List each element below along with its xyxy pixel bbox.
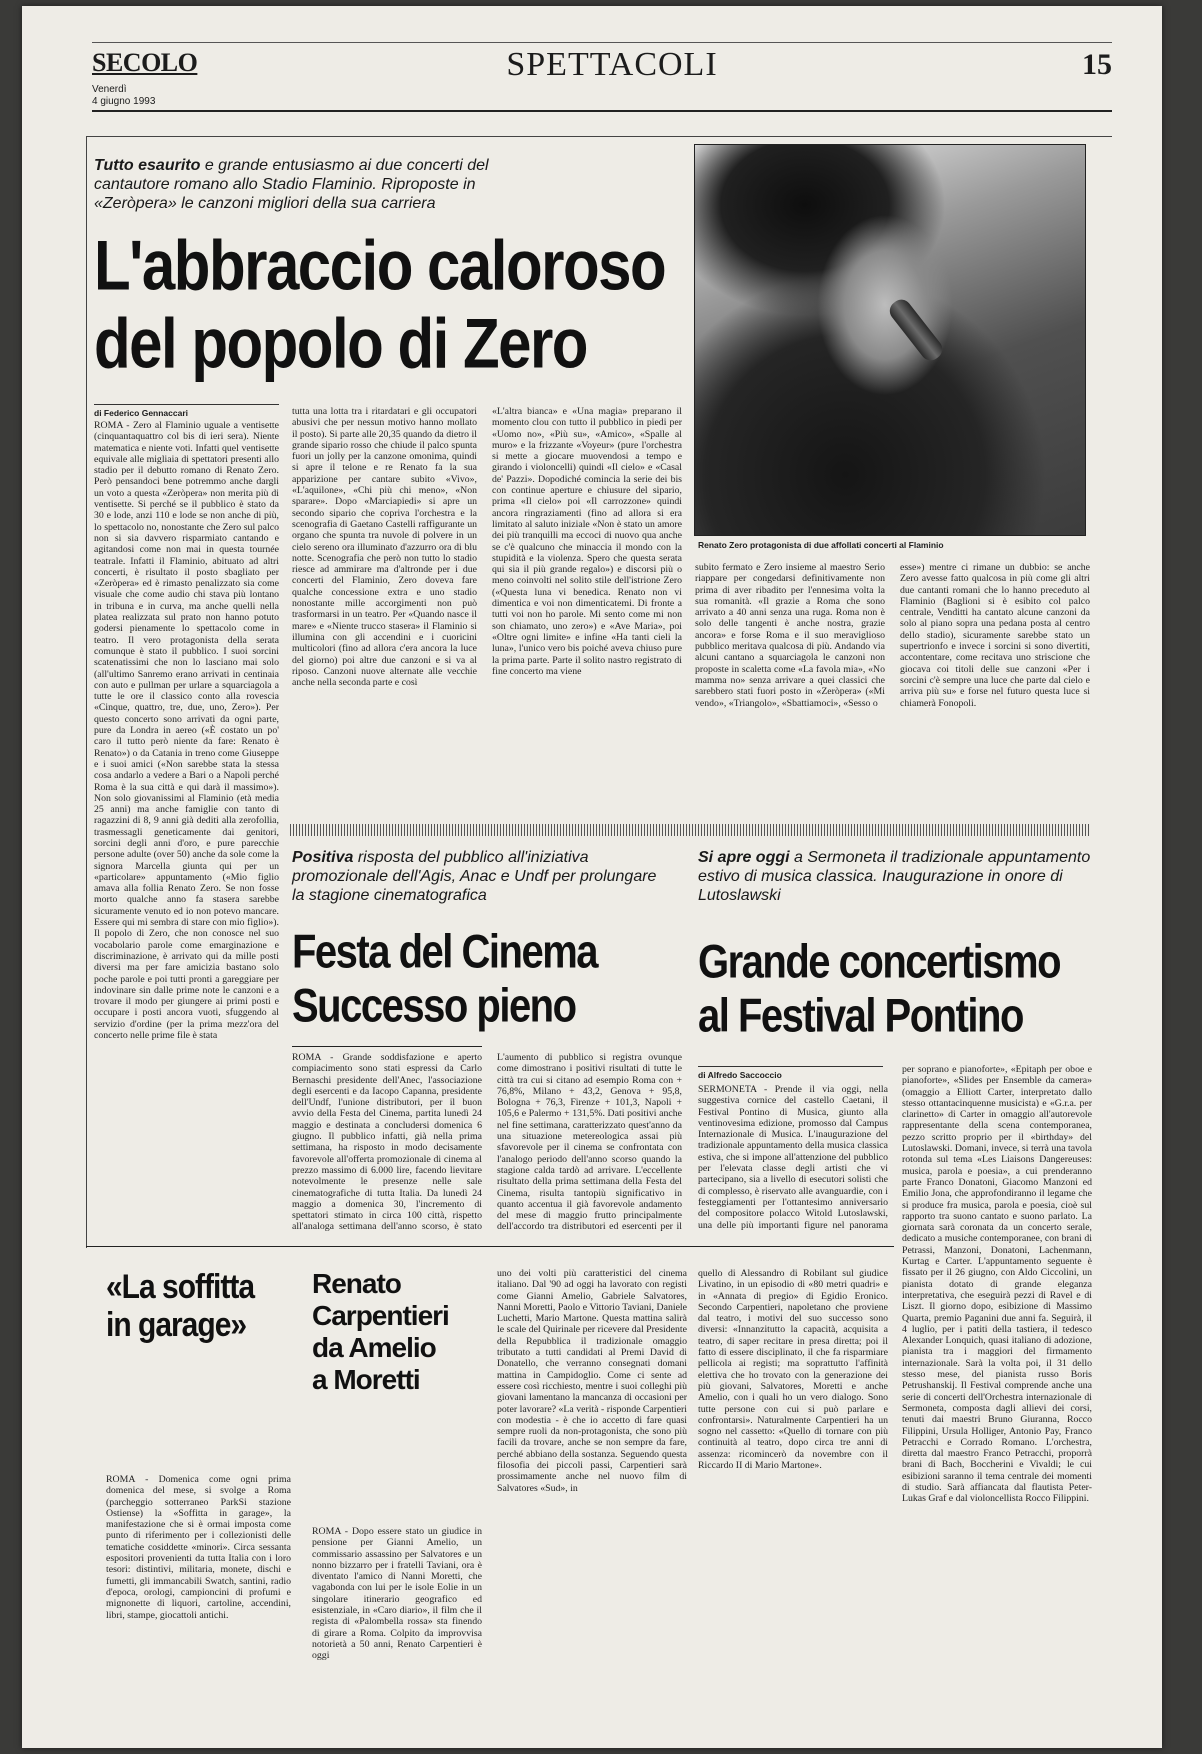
soffitta-headline-line-1: «La soffitta [106, 1268, 255, 1306]
lead-story-col-1: ROMA - Zero al Flaminio uguale a ventisette (cinquantaquattro col bis di ieri sera). Niente matematica e niente voti. Infatti quel ventisette equivale alle migliaia di spettatori presenti allo stadio per il debutto romano di Renato Zero. Però pensandoci bene potremmo anche dargli un voto a questa «Zeròpera» non merita più di ventisette. Si perché se il pubblico è stato da 30 e lode, anzi 110 e lode se non anche di più, lo spettacolo no, nonostante che Zero sul palco non si sia davvero risparmiato cantando e agitandosi come non mai in questa tournée teatrale. Infatti il Flaminio, abituato ad altri concerti, è risultato il posto sbagliato per «Zeròpera» ed è rimasto penalizzato sia come visuale che come audio chi stava più lontano in tribuna e in curva, ma anche quelli nella platea realizzata sul prato non hanno potuto godersi pienamente lo spettacolo come in teatro. Il vero protagonista della serata comunque è stato il pubblico. I suoi sorcini scatenatissimi che non lo lasciano mai solo (all'ultimo Sanremo erano arrivati in centinaia con auto e pullman per urlare a squarciagola a tutte le ore il classico conto alla rovescia «Cinque, quattro, tre, due, uno, Zero»). Per questo concerto sono arrivati da ogni parte, pure da Londra in aereo («È costato un po' caro il tutto però niente da fare: Renato è Renato») o da Catania in treno come Giuseppe e i suoi amici («Non sarebbe stata la stessa cosa andarlo a vedere a Bari o a Napoli perché Roma è la sua città e qui darà il massimo»). Non solo giovanissimi al Flaminio (età media 25 anni) ma anche famiglie con tanto di ragazzini di 8, 9 anni già dediti alla zerofollia, trasmessagli geneticamente dai genitori, sorcini degli anni d'oro, e pure parecchie persone adulte (over 50) anche da sole come la signora Marcella giunta qui per un «particolare» appuntamento («Mio figlio amava alla follia Renato Zero. Se non fosse morto qualche anno fa stasera sarebbe sicuramente venuto ed io non potevo mancare. Essere qui mi sembra di stare con mio figlio»). Il popolo di Zero, che non conosce nel suo vocabolario parole come emarginazione e discriminazione, è arrivato qui da mille posti diversi ma per fare amicizia bastano solo poche parole e poi tutti pronti a gareggiare per indovinare sin dalle prime note le canzoni e a trovare il modo per giungere ai primi posti e occupare i posti ancora vuoti, sfuggendo al servizio d'ordine (per la prima mezz'ora del concerto nelle prime file è stata [94, 420, 279, 1042]
soffitta-body: ROMA - Domenica come ogni prima domenica del mese, si svolge a Roma (parcheggio sotterraneo ParkSi stazione Ostiense) la «Soffitta in garage», la manifestazione che si è ormai imposta come punto di riferimento per i collezionisti delle tematiche cosiddette «minori». Circa sessanta espositori provenienti da tutta Italia con i loro tesori: distintivi, militaria, monete, dischi e fumetti, gli immancabili Swatch, santini, radio d'epoca, orologi, campioncini di profumi e mignonette di liquori, cartoline, accendini, libri, stampe, giocattoli antichi. [106, 1474, 291, 1621]
newspaper-page [22, 6, 1162, 1748]
lead-headline-line-2: del popolo di Zero [94, 303, 587, 383]
carpentieri-headline-line-2: Carpentieri [312, 1300, 449, 1331]
lead-story-box-top [86, 136, 1112, 137]
issue-date: 4 giugno 1993 [92, 96, 156, 107]
carpentieri-col-3: quello di Alessandro di Robilant sul giudice Livatino, in un episodio di «80 metri quadri» e in «Annata di pregio» di Egidio Eronico. Secondo Carpentieri, napoletano che proviene dal teatro, i motivi del suo successo sono diversi: «Innanzitutto la capacità, acquisita a teatro, di saper recitare in presa diretta; poi il fatto di essere disciplinato, il che fa risparmiare pellicola ai registi; ma soprattutto l'affinità elettiva che ho trovato con la generazione dei più giovani, Salvatores, Moretti e anche Amelio, con i quali ho un vero dialogo. Sono tutte persone con cui si può parlare e confrontarsi». Naturalmente Carpentieri ha un sogno nel cassetto: «Quello di tornare con più continuità al teatro, dopo circa tre anni di assenza: ricomincerò da novembre con il Riccardo II di Mario Martone». [698, 1268, 888, 1472]
carpentieri-headline-block [312, 1268, 482, 1396]
kicker-lead: Tutto esaurito [94, 157, 201, 174]
lead-story-col-3: «L'altra bianca» e «Una magia» preparano il momento clou con tutto il pubblico in piedi per «Uomo no», «Più su», «Amico», «Spalle al muro» e la frizzante «Voyeur» (pure l'orchestra si mette a giocare muovendosi a tempo e girando i violoncelli) quindi «Il cielo» e «Casal de' Pazzi». Dopodiché comincia la serie dei bis con continue aperture e chiusure del sipario, prima «Il cielo» poi «Il carrozzone» quindi ancora ringraziamenti (fino ad allora si era limitato al saluto iniziale «Non è stato un amore dei più tranquilli ma eccoci di nuovo qua anche se c'è qualcuno che minaccia il mondo con la stupidità e la violenza. Spero che questa serata qui sia il più grande regalo») e discorsi più o meno coinvolti nel solito stile dell'istrione Zero («Questa luna vi benedica. Renato non vi dimentica e voi non dimenticatemi. Di fronte a tutti voi non ho parole. Mi sento come mi non son chiamato, uno zero») e «Ave Maria», poi «Oltre ogni limite» e infine «Ha tanti cieli la luna», l'unico vero bis poiché aveva chiuso pure la prima parte. Parte il solito nastro registrato di fine concerto ma viene [492, 406, 682, 677]
lead-story-col-4: subito fermato e Zero insieme al maestro Serio riappare per congedarsi definitivamente non prima di aver ribadito per l'ennesima volta la sua romanità. «Il grazie a Roma che sono arrivato a 40 anni senza una ruga. Roma non è solo delle tangenti è anche nostra, grazie ancora» e forse Roma e il suo meraviglioso pubblico meritava qualcosa di più. Andando via alcuni cantano a squarciagola le canzoni non proposte in scaletta come «La favola mia», «No mamma no» senza arrivare a quei classici che sarebbero stati fuori posto in «Zeròpera» («Mi vendo», «Triangolo», «Sbattiamoci», «Sesso o [695, 562, 885, 709]
cinema-body-rule [292, 1046, 482, 1047]
cinema-headline-line-2: Successo pieno [292, 980, 576, 1032]
bottom-stories-rule [86, 1246, 894, 1247]
issue-day: Venerdì [92, 84, 127, 95]
masthead-top-rule [92, 42, 1112, 43]
kicker-rest: e grande entusiasmo ai due concerti del cantautore romano allo Stadio Flaminio. Riproposte in «Zeròpera» le canzoni migliori della sua carriera [94, 157, 489, 212]
cinema-kicker-rest: risposta del pubblico all'iniziativa promozionale dell'Agis, Anac e Undf per prolungare la stagione cinematografica [292, 849, 657, 904]
carpentieri-headline-line-4: a Moretti [312, 1364, 420, 1395]
cinema-kicker-lead: Positiva [292, 849, 354, 866]
cinema-col-1: ROMA - Grande soddisfazione e aperto compiacimento sono stati espressi da Carlo Bernaschi presidente dell'Anec, l'associazione degli esercenti e da Iacopo Capanna, presidente dell'Undf, l'unione distributori, per il buon avvio della Festa del Cinema, partita lunedì 24 maggio e destinata a concludersi domenica 6 giugno. Il pubblico infatti, già nella prima settimana, ha risposto in modo decisamente favorevole all'offerta promozionale di cinema al prezzo massimo di 6.000 lire, facendo lievitare notevolmente le presenze nelle sale cinematografiche di tutta Italia. Da lunedì 24 maggio a domenica 30, l'incremento di spettatori stimato in circa 100 città, rispetto all'analoga settimana dell'anno scorso, è stato [292, 1052, 482, 1232]
lead-story-kicker [94, 156, 524, 213]
carpentieri-headline-line-3: da Amelio [312, 1332, 436, 1363]
paper-name: SECOLO [92, 48, 198, 77]
cinema-kicker [292, 848, 672, 905]
lead-story-col-5: esse») mentre ci rimane un dubbio: se anche Zero avesse fatto qualcosa in più come gli altri due cantanti romani che lo hanno preceduto al Flaminio (Baglioni si è esibito col palco centrale, Venditti ha cantato alcune canzoni da solo al piano sopra una pedana posta al centro dello stadio), sicuramente sarebbe stato un supertrionfo e invece i sorcini si sono divertiti, accontentare, come recitava uno striscione che giocava coi titoli delle sue canzoni «Per i sorcini c'è sempre una luce che parte dal cielo e arriva più su» e forse nel futuro questa luce si chiamerà Fonopoli. [900, 562, 1090, 709]
lead-headline-line-1: L'abbraccio caloroso [94, 225, 666, 305]
renato-zero-photo [694, 144, 1086, 536]
concert-kicker [698, 848, 1098, 905]
lead-story-box-left [86, 136, 87, 1248]
cinema-col-2: L'aumento di pubblico si registra ovunque come dimostrano i positivi risultati di tutte le città tra cui si citano ad esempio Roma con + 76,8%, Milano + 43,2, Genova + 95,8, Bologna + 76,3, Firenze + 101,3, Napoli + 105,6 e Palermo + 131,5%. Dati positivi anche nel fine settimana, caratterizzato quest'anno da una situazione metereologica assai più sfavorevole per il cinema se confrontata con l'analogo periodo dell'anno scorso quando la stagione calda tardò ad arrivare. L'eccellente risultato della prima settimana della Festa del Cinema, risulta tantopiù significativo in quanto accentua il già favorevole andamento del mese di maggio frutto principalmente dell'accordo tra distributori ed esercenti per il [497, 1052, 682, 1232]
concert-headline-line-2: al Festival Pontino [698, 990, 1023, 1042]
photo-caption: Renato Zero protagonista di due affollati concerti al Flaminio [698, 540, 944, 550]
microphone-graphic [886, 296, 946, 365]
concert-col-2: per soprano e pianoforte», «Epitaph per oboe e pianoforte», «Slides per Ensemble da camera» (omaggio a Elliott Carter, interpretato dallo stesso ottantacinquenne musicista) e «G.r.a. per clarinetto» di Carter in omaggio all'autorevole rappresentante della scena contemporanea, pezzo scritto proprio per il «birthday» del Lutoslawski. Domani, invece, si terrà una tavola rotonda sul tema «Les Liaisons Dangereuses: musica, parola e poesia», a cui prenderanno parte Franco Donatoni, Giacomo Manzoni ed Emilio Jona, che approfondiranno il legame che si produce fra musica, parola e poesia, cioè sul rapporto tra suono cantato e suono parlato. La giornata sarà coronata da un concerto serale, dedicato a musiche contemporanee, con brani di Petrassi, Manzoni, Donatoni, Lachenmann, Kurtag e Carter. L'appuntamento seguente è fissato per il 26 giugno, con Aldo Ciccolini, un pianista dotato di grande eleganza interpretativa, che eseguirà pezzi di Ravel e di Liszt. Il giorno dopo, esibizione di Massimo Quarta, premio Paganini due anni fa. Seguirà, il 4 luglio, per i patiti della tastiera, il tedesco Alexander Lonquich, quasi italiano di adozione, pianista tra i maggiori del firmamento internazionale. Sarà la volta poi, il 31 dello stesso mese, del pianista russo Boris Petrushanskij. Il Festival comprende anche una serie di concerti dell'Orchestra internazionale di Sermoneta, composta dagli allievi dei corsi, tenuti dai maestri Bruno Giuranna, Rocco Filippini, Ursula Holliger, Antonio Pay, Franco Petracchi e Corrado Romano. L'orchestra, diretta dal maestro Franco Petracchi, proporrà brani di Bach, Boccherini e Vivaldi; le cui esibizioni saranno il tema centrale dei momenti di studio. Sarà affiancata dal flautista Peter-Lukas Graf e dal violoncellista Rocco Filippini. [902, 1064, 1092, 1505]
page-number: 15 [1082, 48, 1112, 81]
carpentieri-headline-line-1: Renato [312, 1268, 401, 1299]
concert-kicker-rest: a Sermoneta il tradizionale appuntamento estivo di musica classica. Inaugurazione in onore di Lutoslawski [698, 849, 1091, 904]
lead-byline: di Federico Gennaccari [94, 404, 279, 418]
lead-story-col-2: tutta una lotta tra i ritardatari e gli occupatori abusivi che per nessun motivo hanno mollato il posto). Si parte alle 20,35 quando da dietro il grande sipario rosso che chiude il palco spunta fuori un jolly per la canzone omonima, quindi si apre il telone e re Renato fa la sua apparizione per cantare subito «Vivo», «L'aquilone», «Chi più chi meno», «Non sparare». Dopo «Marciapiedi» si apre un secondo sipario che copriva l'orchestra e la scenografia di Gaetano Castelli raffigurante un organo che spunta tra nuvole di polvere in un cielo sereno ora illuminato d'azzurro ora di blu notte. Scenografia che però non tutto lo stadio riesce ad ammirare ma d'altronde per i due concerti del Flaminio, Zero doveva fare qualche concessione extra e uno stadio nonostante mille accorgimenti non può trasformarsi in un teatro. Per «Quando nasce il mare» e «Niente trucco stasera» il Flaminio si illumina con gli accendini e i cuoricini multicolori (fino ad allora c'era ancora la luce del giorno) poi altre due canzoni e si va al riposo. Canzoni nuove alternate alle vecchie anche nella seconda parte e così [292, 406, 477, 689]
carpentieri-col-1: ROMA - Dopo essere stato un giudice in pensione per Gianni Amelio, un commissario assassino per Salvatores e un nonno bizzarro per i fratelli Taviani, ora è diventato l'amico di Nanni Moretti, che vagabonda con lui per le isole Eolie in un singolare itinerario geografico ed esistenziale, in «Caro diario», il film che il regista di «Palombella rossa» sta finendo di girare a Roma. Colpito da improvvisa notorietà a 50 anni, Renato Carpentieri è oggi [312, 1526, 482, 1662]
concert-headline-line-1: Grande concertismo [698, 936, 1061, 988]
section-title: SPETTACOLI [506, 46, 718, 83]
carpentieri-col-2: uno dei volti più caratteristici del cinema italiano. Dal '90 ad oggi ha lavorato con registi come Gianni Amelio, Gabriele Salvatores, Nanni Moretti, Paolo e Vittorio Taviani, Daniele Luchetti, Mario Martone. Questa mattina salirà le scale del Quirinale per ricevere dal Presidente della Repubblica il tradizionale omaggio tributato a tutti candidati al Premi David di Donatello, che verranno consegnati domani mattina in Campidoglio. Come ci sente ad essere così ricchiesto, mentre i suoi colleghi più giovani lamentano la mancanza di occasioni per poter lavorare? «La verità - risponde Carpentieri con modestia - è che io accetto di fare quasi sempre ruoli da non-protagonista, che sono più facili da trovare, anche se non sempre da fare, perché abbiano della sostanza. Seguendo questa filosofia dei piccoli passi, Carpentieri sarà prossimamente anche nel nuovo film di Salvatores «Sud», in [497, 1268, 687, 1494]
masthead-bottom-rule [92, 110, 1112, 112]
cinema-headline-line-1: Festa del Cinema [292, 926, 598, 978]
concert-col-1: SERMONETA - Prende il via oggi, nella suggestiva cornice del castello Caetani, il Festival Pontino di Musica, giunto alla ventinovesima edizione, promosso dal Campus Internazionale di Musica. L'inaugurazione del tradizionale appuntamento della musica classica estiva, che si impone all'attenzione del pubblico per l'elevata classe degli artisti che vi partecipano, sia a livello di esecutori solisti che di complesso, è riservato alle avanguardie, con i festeggiamenti per l'ottantesimo anniversario del compositore polacco Witold Lutoslawski, una delle più importanti figure nel panorama [698, 1084, 888, 1230]
section-separator [290, 824, 1090, 836]
concert-byline: di Alfredo Saccoccio [698, 1066, 883, 1080]
concert-kicker-lead: Si apre oggi [698, 849, 790, 866]
soffitta-headline-line-2: in garage» [106, 1306, 247, 1344]
